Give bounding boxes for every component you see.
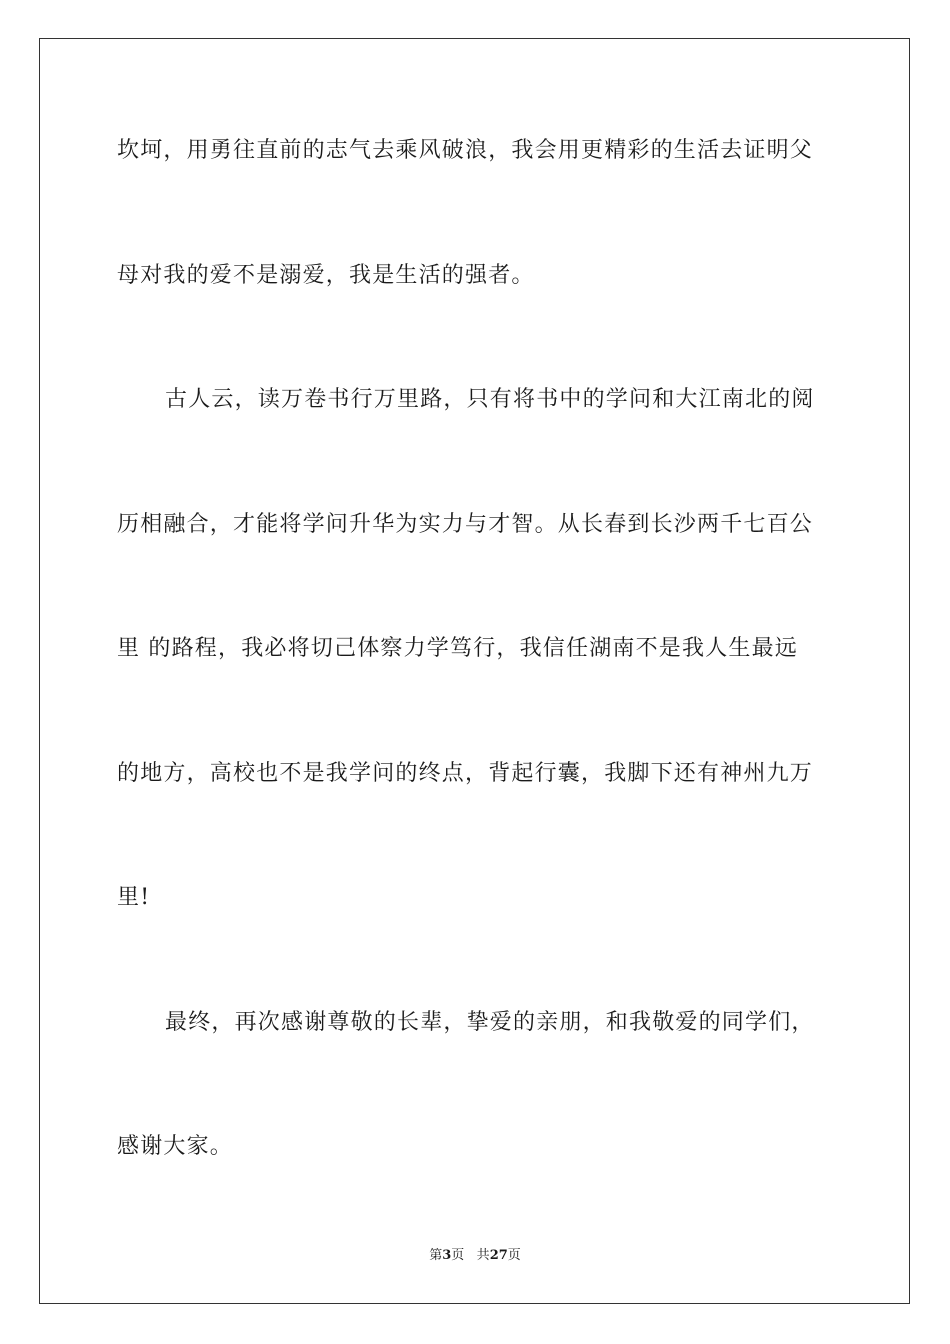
total-suffix: 页: [507, 1248, 521, 1263]
page-number: 3: [442, 1248, 452, 1263]
page-prefix: 第: [429, 1248, 443, 1263]
total-prefix: 共: [476, 1248, 490, 1263]
page-footer: [0, 1247, 950, 1265]
paragraph-line: 的地方，高校也不是我学问的终点，背起行囊，我脚下还有神州九万: [117, 761, 814, 786]
paragraph-line: 历相融合，才能将学问升华为实力与才智。从长春到长沙两千七百公: [117, 512, 814, 537]
paragraph-line: 母对我的爱不是溺爱，我是生活的强者。: [117, 263, 535, 288]
paragraph-line: 古人云，读万卷书行万里路，只有将书中的学问和大江南北的阅: [165, 387, 815, 412]
paragraph-line: 最终，再次感谢尊敬的长辈，挚爱的亲朋，和我敬爱的同学们，: [165, 1010, 815, 1035]
paragraph-line: 坎坷，用勇往直前的志气去乘风破浪，我会用更精彩的生活去证明父: [117, 138, 814, 163]
paragraph-line: 里 的路程，我必将切己体察力学笃行，我信任湖南不是我人生最远: [117, 636, 798, 661]
paragraph-line: 感谢大家。: [117, 1134, 234, 1159]
total-pages: 27: [489, 1248, 508, 1263]
paragraph-line: 里!: [117, 885, 151, 910]
page-suffix: 页: [451, 1248, 465, 1263]
page-border: [39, 38, 910, 1304]
